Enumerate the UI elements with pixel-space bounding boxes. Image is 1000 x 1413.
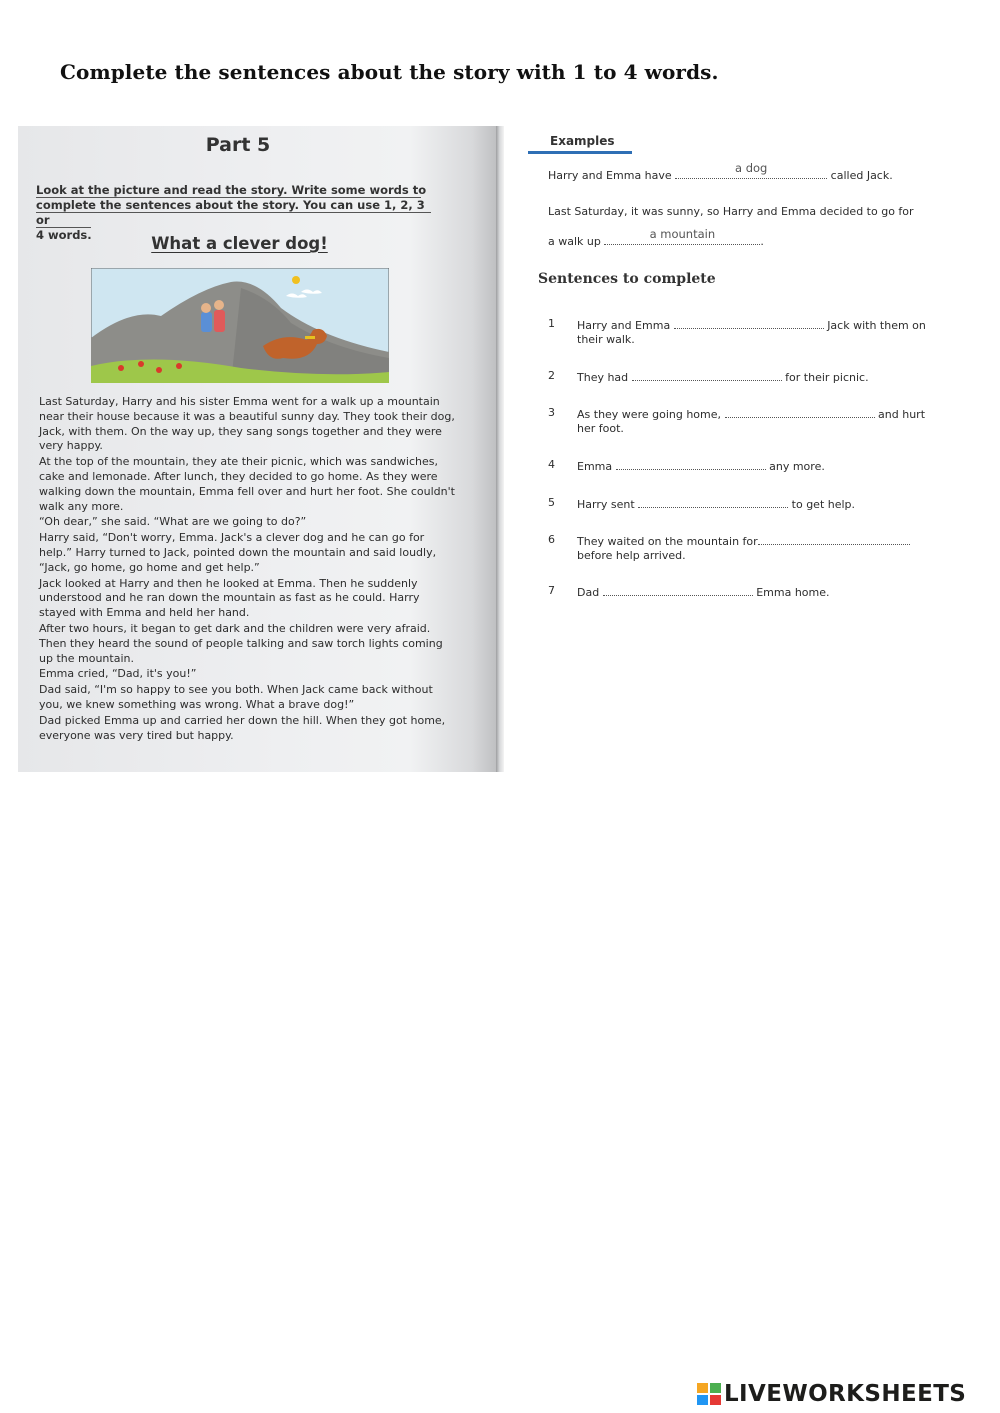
- story-illustration: [91, 268, 389, 383]
- textbook-spread: [18, 126, 978, 774]
- example-2-line1: Last Saturday, it was sunny, so Harry and Emma decided to go for: [548, 205, 914, 218]
- question-number: 5: [548, 496, 555, 509]
- question-text: any more.: [769, 460, 825, 473]
- example-text: called Jack.: [830, 169, 893, 182]
- story-paragraph: Jack looked at Harry and then he looked at Emma. Then he suddenly understood and he ran down the mountain as fast as he could. Harry stayed with Emma and held her hand.: [39, 576, 420, 620]
- question-text: to get help.: [791, 498, 856, 511]
- answer-blank[interactable]: [632, 369, 782, 381]
- example-answer-line: [675, 161, 827, 179]
- story-paragraph: Harry said, “Don't worry, Emma. Jack's a clever dog and he can go for help.” Harry turned to Jack, pointed down the mountain and said loudly, “Jack, go home, go home and get help.”: [39, 531, 437, 574]
- answer-blank[interactable]: [725, 406, 875, 418]
- sentences-heading: Sentences to complete: [538, 271, 716, 287]
- answer-blank[interactable]: [674, 317, 824, 329]
- liveworksheets-logo-icon: [697, 1383, 721, 1405]
- question-text: and hurt: [878, 408, 926, 421]
- answer-blank[interactable]: [603, 584, 753, 596]
- example-answer: a mountain: [649, 227, 716, 241]
- story-paragraph: Dad said, “I'm so happy to see you both. When Jack came back without you, we knew something was wrong. What a brave dog!”: [39, 683, 433, 711]
- example-answer: a dog: [735, 161, 768, 175]
- example-text: .: [760, 235, 764, 248]
- story-page: [18, 126, 496, 772]
- story-paragraph: Emma cried, “Dad, it's you!”: [39, 667, 197, 681]
- questions-page: [504, 126, 978, 774]
- story-paragraph: At the top of the mountain, they ate their picnic, which was sandwiches, cake and lemonade. After lunch, they decided to go home. As they were walking down the mountain, Emma fell over and hurt her foot. She couldn't walk any more.: [39, 455, 455, 513]
- examples-underline: [528, 151, 632, 154]
- question-number: 1: [548, 317, 555, 330]
- logo-wordmark: LIVEWORKSHEETS: [724, 1381, 967, 1407]
- book-gutter: [496, 126, 504, 772]
- question-text: As they were going home,: [577, 408, 722, 421]
- example-text: a walk up: [548, 235, 601, 248]
- question-text: before help arrived.: [577, 549, 686, 562]
- question-number: 3: [548, 406, 555, 419]
- question-number: 2: [548, 369, 555, 382]
- question-text: Harry sent: [577, 498, 635, 511]
- question-text: their walk.: [577, 333, 635, 346]
- story-paragraph: Last Saturday, Harry and his sister Emma went for a walk up a mountain near their house because it was a beautiful sunny day. They took their dog, Jack, with them. On the way up, they sang songs together and they were very happy.: [39, 395, 455, 453]
- question-text: They waited on the mountain for: [577, 535, 758, 548]
- part-title: Part 5: [205, 134, 271, 156]
- question-text: Jack with them on: [827, 319, 926, 332]
- question-text: They had: [577, 371, 629, 384]
- question-text: for their picnic.: [785, 371, 869, 384]
- story-text: [39, 395, 459, 744]
- answer-blank[interactable]: [616, 458, 766, 470]
- question-text: Dad: [577, 586, 600, 599]
- story-paragraph: Dad picked Emma up and carried her down the hill. When they got home, everyone was very tired but happy.: [39, 713, 446, 742]
- story-paragraph: “Oh dear,” she said. “What are we going to do?”: [39, 515, 307, 529]
- question-text: Emma: [577, 460, 613, 473]
- example-2-line2: [548, 227, 764, 248]
- lead-line: complete the sentences about the story. You can use 1, 2, 3 or: [36, 198, 425, 227]
- lead-line: Look at the picture and read the story. Write some words to: [36, 183, 427, 197]
- question-number: 4: [548, 458, 555, 471]
- example-1: [548, 161, 893, 182]
- example-answer-line: [604, 227, 760, 245]
- answer-blank[interactable]: [638, 496, 788, 508]
- story-paragraph: After two hours, it began to get dark and the children were very afraid. Then they heard the sound of people talking and saw torch lights coming up the mountain.: [39, 621, 443, 665]
- lead-line: 4 words.: [36, 228, 92, 242]
- question-text: Harry and Emma: [577, 319, 671, 332]
- question-number: 6: [548, 533, 555, 546]
- answer-blank[interactable]: [758, 533, 910, 545]
- question-number: 7: [548, 584, 555, 597]
- examples-heading: Examples: [550, 134, 615, 148]
- question-text: Emma home.: [756, 586, 830, 599]
- worksheet-instruction: Complete the sentences about the story with 1 to 4 words.: [60, 60, 719, 84]
- story-title: What a clever dog!: [151, 234, 328, 253]
- example-text: Harry and Emma have: [548, 169, 672, 182]
- question-text: her foot.: [577, 422, 624, 435]
